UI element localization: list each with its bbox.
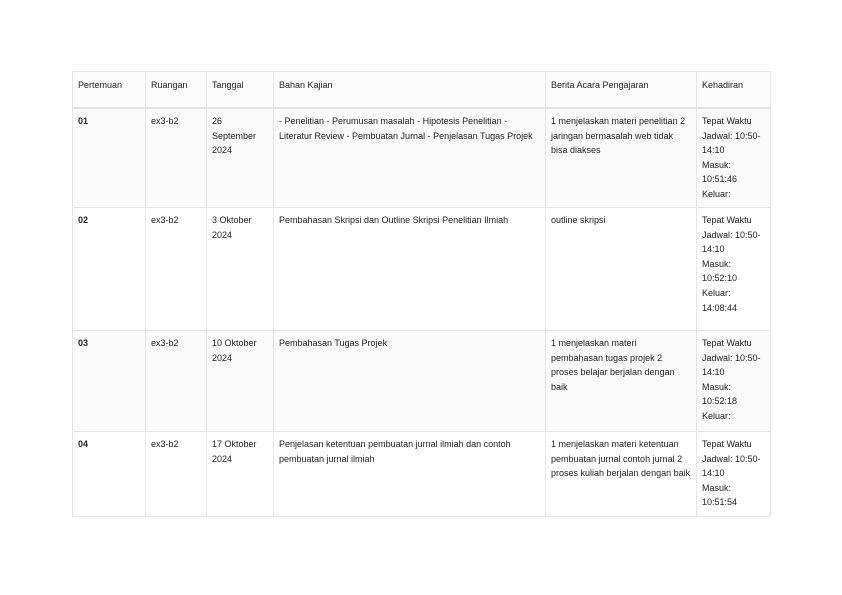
cell-bahan-kajian: Penjelasan ketentuan pembuatan jurnal ilmiah dan contoh pembuatan jurnal ilmiah: [274, 432, 546, 517]
header-tanggal: Tanggal: [207, 72, 274, 109]
table-row: [73, 331, 771, 432]
cell-berita-acara: 1 menjelaskan materi ketentuan pembuatan jurnal contoh jurnal 2 proses kuliah berjalan dengan baik: [546, 432, 697, 517]
cell-bahan-kajian: Pembahasan Tugas Projek: [274, 331, 546, 432]
header-ruangan: Ruangan: [146, 72, 207, 109]
cell-ruangan: ex3-b2: [146, 108, 207, 208]
kehadiran-masuk: Masuk: 10:51:46: [702, 159, 738, 185]
cell-pertemuan: 02: [73, 208, 146, 331]
cell-berita-acara: outline skripsi: [546, 208, 697, 331]
cell-kehadiran: [697, 108, 771, 208]
kehadiran-keluar: Keluar: 14:08:44: [702, 287, 738, 313]
cell-tanggal: 17 Oktober 2024: [207, 432, 274, 517]
kehadiran-jadwal: Jadwal: 10:50-14:10: [702, 130, 761, 156]
header-bahan-kajian: Bahan Kajian: [274, 72, 546, 109]
cell-ruangan: ex3-b2: [146, 432, 207, 517]
header-kehadiran: Kehadiran: [697, 72, 771, 109]
cell-tanggal: 26 September 2024: [207, 108, 274, 208]
kehadiran-jadwal: Jadwal: 10:50-14:10: [702, 453, 761, 479]
kehadiran-jadwal: Jadwal: 10:50-14:10: [702, 229, 761, 255]
cell-ruangan: ex3-b2: [146, 208, 207, 331]
table-row: [73, 208, 771, 331]
cell-kehadiran: [697, 208, 771, 331]
kehadiran-keluar: Keluar:: [702, 410, 731, 421]
cell-pertemuan: 03: [73, 331, 146, 432]
kehadiran-status: Tepat Waktu: [702, 439, 752, 449]
cell-kehadiran: [697, 331, 771, 432]
kehadiran-keluar: Keluar:: [702, 188, 731, 199]
kehadiran-masuk: Masuk: 10:52:10: [702, 258, 738, 284]
table-header-row: [73, 72, 771, 109]
cell-pertemuan: 01: [73, 108, 146, 208]
kehadiran-status: Tepat Waktu: [702, 215, 752, 225]
cell-kehadiran: [697, 432, 771, 517]
cell-berita-acara: 1 menjelaskan materi pembahasan tugas projek 2 proses belajar berjalan dengan baik: [546, 331, 697, 432]
cell-pertemuan: 04: [73, 432, 146, 517]
header-pertemuan: Pertemuan: [73, 72, 146, 109]
cell-tanggal: 10 Oktober 2024: [207, 331, 274, 432]
kehadiran-masuk: Masuk: 10:52:18: [702, 381, 738, 407]
cell-tanggal: 3 Oktober 2024: [207, 208, 274, 331]
table-row: [73, 108, 771, 208]
header-berita-acara: Berita Acara Pengajaran: [546, 72, 697, 109]
cell-bahan-kajian: - Penelitian - Perumusan masalah - Hipotesis Penelitian - Literatur Review - Pembuatan Jurnal - Penjelasan Tugas Projek: [274, 108, 546, 208]
kehadiran-status: Tepat Waktu: [702, 116, 752, 126]
kehadiran-status: Tepat Waktu: [702, 338, 752, 348]
cell-bahan-kajian: Pembahasan Skripsi dan Outline Skripsi Penelitian Ilmiah: [274, 208, 546, 331]
cell-ruangan: ex3-b2: [146, 331, 207, 432]
table-row: [73, 432, 771, 517]
cell-berita-acara: 1 menjelaskan materi penelitian 2 jaringan bermasalah web tidak bisa diakses: [546, 108, 697, 208]
kehadiran-jadwal: Jadwal: 10:50-14:10: [702, 352, 761, 378]
kehadiran-masuk: Masuk: 10:51:54: [702, 482, 738, 508]
attendance-table: [72, 71, 771, 517]
